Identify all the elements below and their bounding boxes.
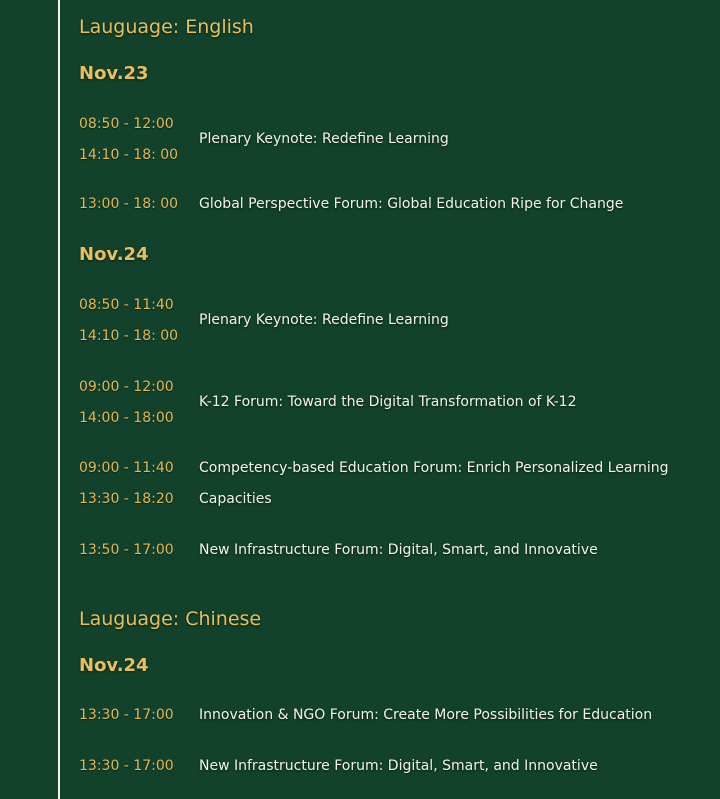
session-time: 13:30 - 17:00 — [79, 707, 174, 723]
date-heading-nov24: Nov.24 — [79, 655, 149, 676]
session-time: 13:00 - 18: 00 — [79, 196, 179, 212]
session-time: 09:00 - 11:40 — [79, 460, 174, 476]
session-title: Global Perspective Forum: Global Education Ripe for Change — [199, 196, 624, 212]
session-title: K-12 Forum: Toward the Digital Transformation of K-12 — [199, 394, 577, 410]
session-title-continued: Capacities — [199, 491, 272, 507]
session-time: 13:30 - 17:00 — [79, 758, 174, 774]
session-title: Plenary Keynote: Redefine Learning — [199, 312, 449, 328]
session-title: Plenary Keynote: Redefine Learning — [199, 131, 449, 147]
session-title: New Infrastructure Forum: Digital, Smart, and Innovative — [199, 758, 598, 774]
session-time: 08:50 - 11:40 — [79, 297, 174, 313]
date-heading-nov23: Nov.23 — [79, 63, 149, 84]
session-time: 14:00 - 18:00 — [79, 410, 174, 426]
vertical-divider-line — [58, 0, 60, 799]
section-language-english: Lauguage: English — [79, 16, 254, 38]
session-title: New Infrastructure Forum: Digital, Smart, and Innovative — [199, 542, 598, 558]
session-time: 14:10 - 18: 00 — [79, 147, 179, 163]
session-time: 08:50 - 12:00 — [79, 116, 174, 132]
session-time: 13:50 - 17:00 — [79, 542, 174, 558]
section-language-chinese: Lauguage: Chinese — [79, 608, 262, 630]
session-time: 14:10 - 18: 00 — [79, 328, 179, 344]
session-title: Competency-based Education Forum: Enrich Personalized Learning — [199, 460, 669, 476]
date-heading-nov24: Nov.24 — [79, 244, 149, 265]
session-time: 13:30 - 18:20 — [79, 491, 174, 507]
session-time: 09:00 - 12:00 — [79, 379, 174, 395]
session-title: Innovation & NGO Forum: Create More Possibilities for Education — [199, 707, 653, 723]
